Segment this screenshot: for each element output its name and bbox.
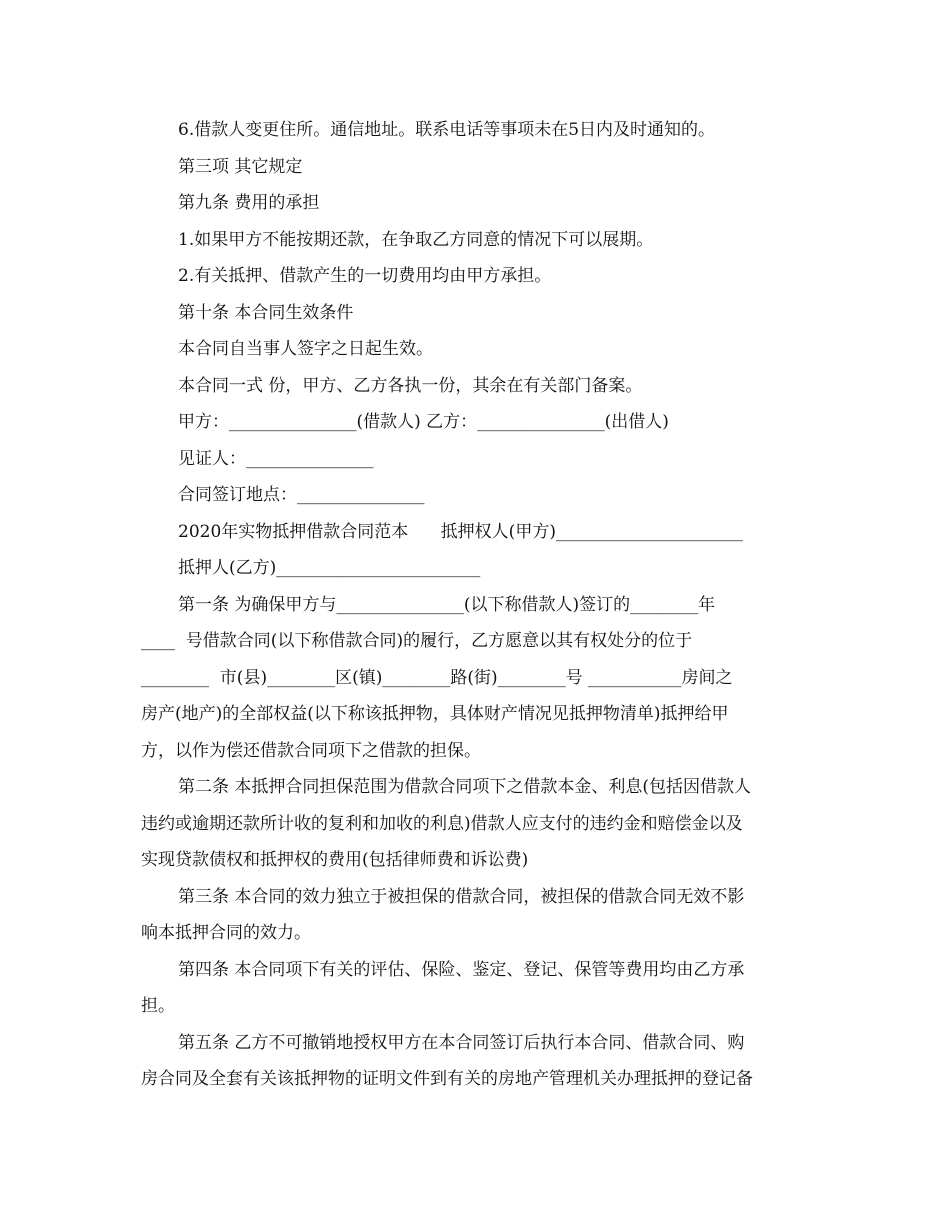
- article-9-item-1: 1.如果甲方不能按期还款，在争取乙方同意的情况下可以展期。: [178, 230, 654, 250]
- article-10-effective: 本合同自当事人签字之日起生效。: [178, 339, 433, 359]
- article-1-line-1: 第一条 为确保甲方与_______________(以下称借款人)签订的________年: [178, 595, 716, 615]
- article-5-line-2: 房合同及全套有关该抵押物的证明文件到有关的房地产管理机关办理抵押的登记备: [141, 1069, 753, 1089]
- article-1-line-2: ____ 号借款合同(以下称借款合同)的履行，乙方愿意以其有权处分的位于: [141, 631, 693, 651]
- clause-line-6-notify: 6.借款人变更住所。通信地址。联系电话等事项未在5日内及时通知的。: [178, 120, 716, 140]
- article-3-line-2: 响本抵押合同的效力。: [141, 923, 311, 943]
- witness-line: 见证人：_______________: [178, 449, 374, 469]
- signature-parties-line: 甲方：_______________(借款人) 乙方：_______________(出借人): [178, 412, 669, 432]
- article-2-line-1: 第二条 本抵押合同担保范围为借款合同项下之借款本金、利息(包括因借款人: [178, 777, 752, 797]
- article-3-line-1: 第三条 本合同的效力独立于被担保的借款合同，被担保的借款合同无效不影: [178, 887, 745, 907]
- article-4-line-2: 担。: [141, 996, 175, 1016]
- contract-title-mortgagee-line: 2020年实物抵押借款合同范本 抵押权人(甲方)______________________: [178, 522, 743, 542]
- article-2-line-2: 违约或逾期还款所计收的复利和加收的利息)借款人应支付的违约金和赔偿金以及: [141, 814, 743, 834]
- mortgagor-line: 抵押人(乙方)________________________: [178, 558, 481, 578]
- article-2-line-3: 实现贷款债权和抵押权的费用(包括律师费和诉讼费): [141, 850, 529, 870]
- article-4-line-1: 第四条 本合同项下有关的评估、保险、鉴定、登记、保管等费用均由乙方承: [178, 960, 745, 980]
- article-9-item-2: 2.有关抵押、借款产生的一切费用均由甲方承担。: [178, 266, 552, 286]
- article-1-line-3: ________ 市(县)________区(镇)________路(街)________号 ___________房间之: [141, 668, 733, 688]
- article-10-copies: 本合同一式 份，甲方、乙方各执一份，其余在有关部门备案。: [178, 376, 643, 396]
- signing-place-line: 合同签订地点：_______________: [178, 485, 425, 505]
- article-1-line-5: 方，以作为偿还借款合同项下之借款的担保。: [141, 741, 481, 761]
- article-9-heading: 第九条 费用的承担: [178, 193, 320, 213]
- article-10-heading: 第十条 本合同生效条件: [178, 303, 354, 323]
- section-heading-other-rules: 第三项 其它规定: [178, 157, 303, 177]
- article-5-line-1: 第五条 乙方不可撤销地授权甲方在本合同签订后执行本合同、借款合同、购: [178, 1033, 745, 1053]
- article-1-line-4: 房产(地产)的全部权益(以下称该抵押物，具体财产情况见抵押物清单)抵押给甲: [141, 704, 729, 724]
